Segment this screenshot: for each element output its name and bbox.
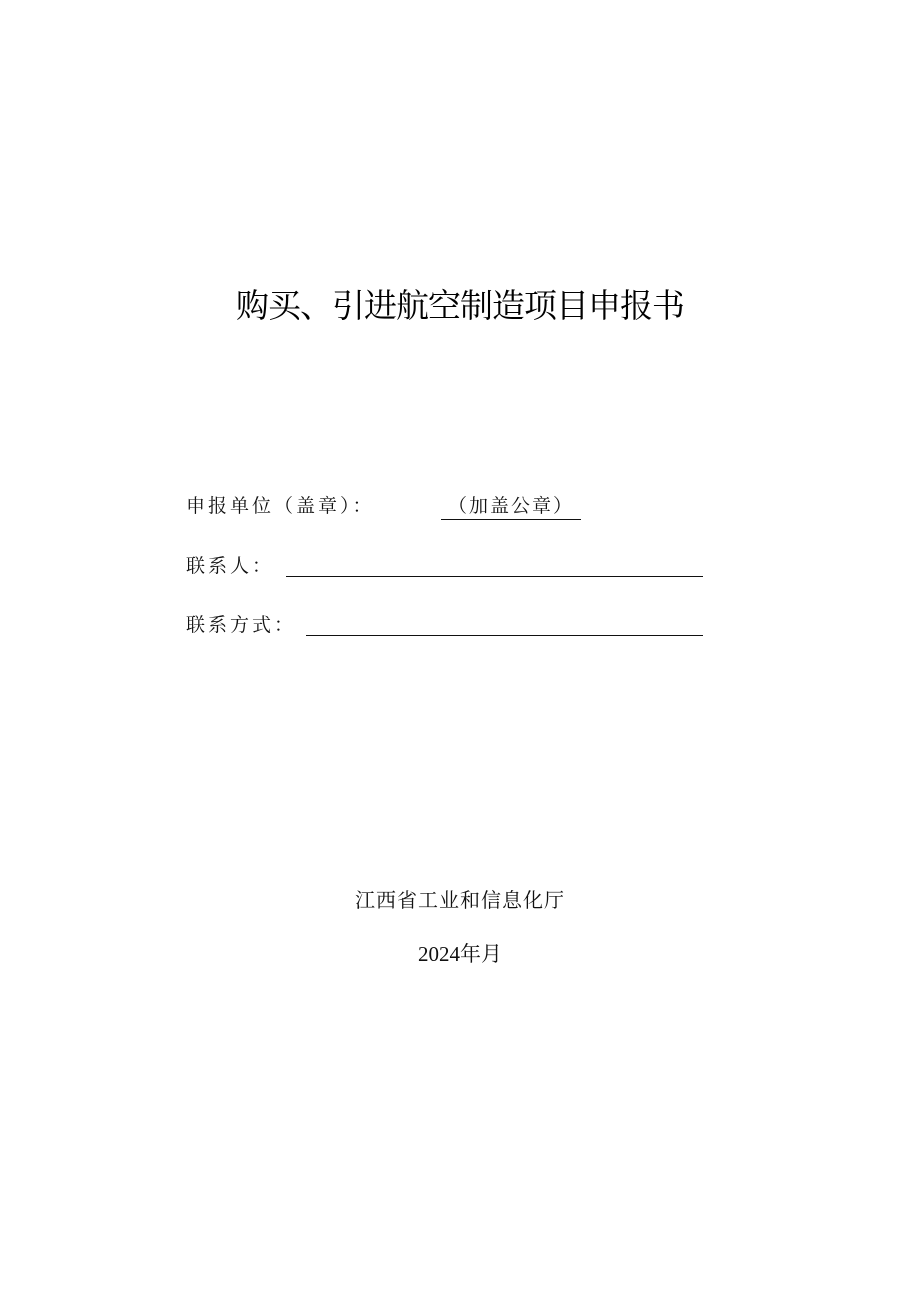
issuer-name: 江西省工业和信息化厅 <box>355 888 565 912</box>
issue-date: 2024年月 <box>418 942 502 966</box>
document-title: 购买、引进航空制造项目申报书 <box>236 286 684 325</box>
applicant-label: 申报单位（盖章）： <box>186 495 375 517</box>
contact-method-label: 联系方式： <box>186 614 297 636</box>
contact-fill-line <box>286 576 703 577</box>
contact-label: 联系人： <box>186 555 275 577</box>
applicant-seal-value: （加盖公章） <box>441 493 581 520</box>
contact-method-fill-line <box>306 635 703 636</box>
